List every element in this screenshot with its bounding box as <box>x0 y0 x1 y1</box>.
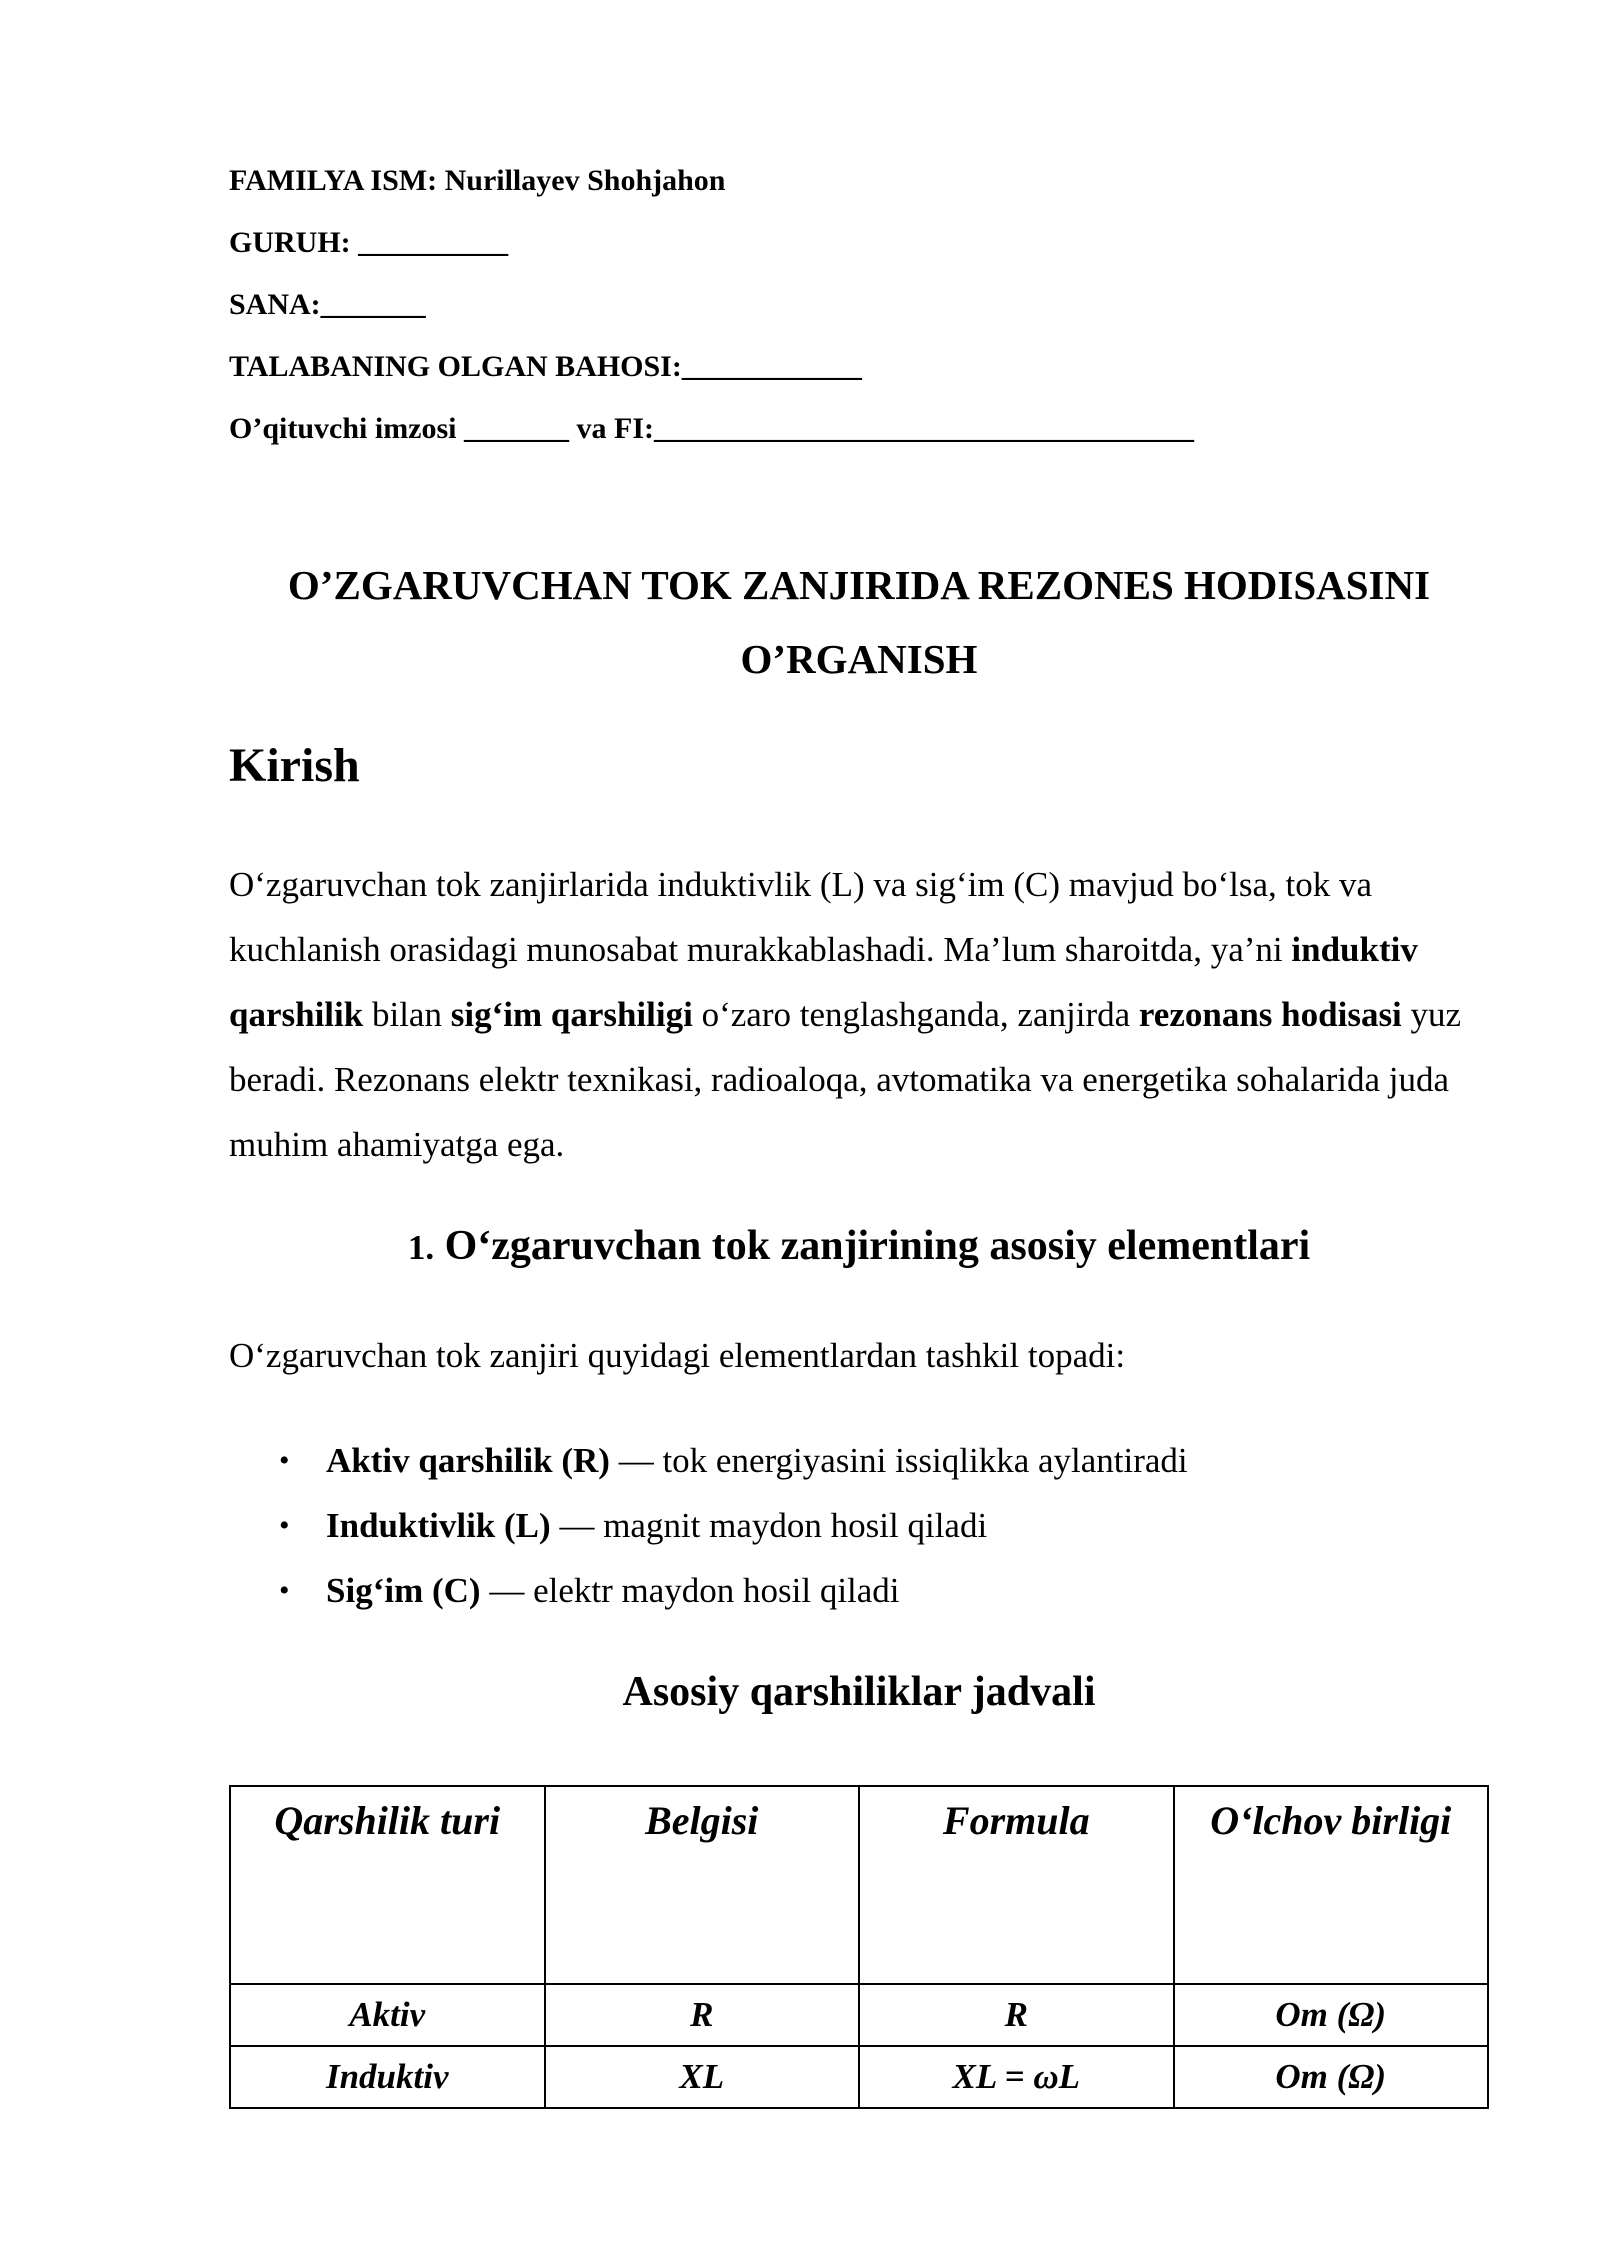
section-1-number: 1. <box>407 1228 435 1267</box>
list-item-term: Aktiv qarshilik (R) <box>326 1441 610 1480</box>
table-cell: R <box>859 1984 1174 2046</box>
table-caption: Asosiy qarshiliklar jadvali <box>622 1669 1096 1715</box>
date-line: SANA:_______ <box>229 288 426 321</box>
intro-paragraph <box>229 852 1499 1177</box>
table-cell: R <box>545 1984 860 2046</box>
table-cell: Om (Ω) <box>1174 1984 1489 2046</box>
table-row <box>230 2046 1488 2108</box>
intro-text-2: bilan <box>363 995 451 1034</box>
table-header-cell: Belgisi <box>545 1786 860 1984</box>
table-header-row <box>230 1786 1488 1984</box>
list-item-term: Sig‘im (C) <box>326 1571 481 1610</box>
list-item-desc: — tok energiyasini issiqlikka aylantiradi <box>609 1441 1188 1480</box>
bullet-icon: • <box>279 1574 290 1607</box>
intro-bold-2: sig‘im qarshiligi <box>450 995 693 1034</box>
list-item <box>229 1493 1188 1558</box>
student-info-header <box>229 150 1194 460</box>
list-item <box>229 1428 1188 1493</box>
intro-bold-1: induktiv qarshilik <box>229 930 1418 1034</box>
list-item-desc: — elektr maydon hosil qiladi <box>480 1571 900 1610</box>
intro-text-4: yuz beradi. Rezonans elektr texnikasi, radioaloqa, avtomatika va energetika sohalarida juda muhim ahamiyatga ega. <box>229 995 1462 1164</box>
section-1-title: O‘zgaruvchan tok zanjirining asosiy elementlari <box>444 1223 1311 1269</box>
table-header-cell: O‘lchov birligi <box>1174 1786 1489 1984</box>
intro-text-1: O‘zgaruvchan tok zanjirlarida induktivlik (L) va sig‘im (C) mavjud bo‘lsa, tok va kuchlanish orasidagi munosabat murakkablashadi. Ma’lum sharoitda, ya’ni <box>229 865 1373 969</box>
table-cell: XL <box>545 2046 860 2108</box>
intro-text-3: o‘zaro tenglashganda, zanjirda <box>692 995 1139 1034</box>
intro-bold-3: rezonans hodisasi <box>1138 995 1402 1034</box>
student-name-line: FAMILYA ISM: Nurillayev Shohjahon <box>229 164 726 197</box>
table-header-cell: Formula <box>859 1786 1174 1984</box>
intro-heading: Kirish <box>229 739 360 792</box>
group-line: GURUH: __________ <box>229 226 509 259</box>
table-row <box>230 1984 1488 2046</box>
teacher-signature-line: O’qituvchi imzosi _______ va FI:____________________________________ <box>229 412 1194 445</box>
section-1-heading <box>229 1222 1489 1270</box>
table-cell: Om (Ω) <box>1174 2046 1489 2108</box>
element-list <box>229 1428 1188 1623</box>
table-cell: Aktiv <box>230 1984 545 2046</box>
table-cell: XL = ωL <box>859 2046 1174 2108</box>
bullet-icon: • <box>279 1444 290 1477</box>
list-item-term: Induktivlik (L) <box>326 1506 551 1545</box>
resistance-table <box>229 1785 1489 2109</box>
grade-line: TALABANING OLGAN BAHOSI:____________ <box>229 350 862 383</box>
document-title: O’ZGARUVCHAN TOK ZANJIRIDA REZONES HODISASINI O’RGANISH <box>287 562 1431 682</box>
list-item <box>229 1558 1188 1623</box>
section-1-intro: O‘zgaruvchan tok zanjiri quyidagi elementlardan tashkil topadi: <box>229 1336 1126 1375</box>
list-item-desc: — magnit maydon hosil qiladi <box>550 1506 988 1545</box>
bullet-icon: • <box>279 1509 290 1542</box>
table-header-cell: Qarshilik turi <box>230 1786 545 1984</box>
table-cell: Induktiv <box>230 2046 545 2108</box>
